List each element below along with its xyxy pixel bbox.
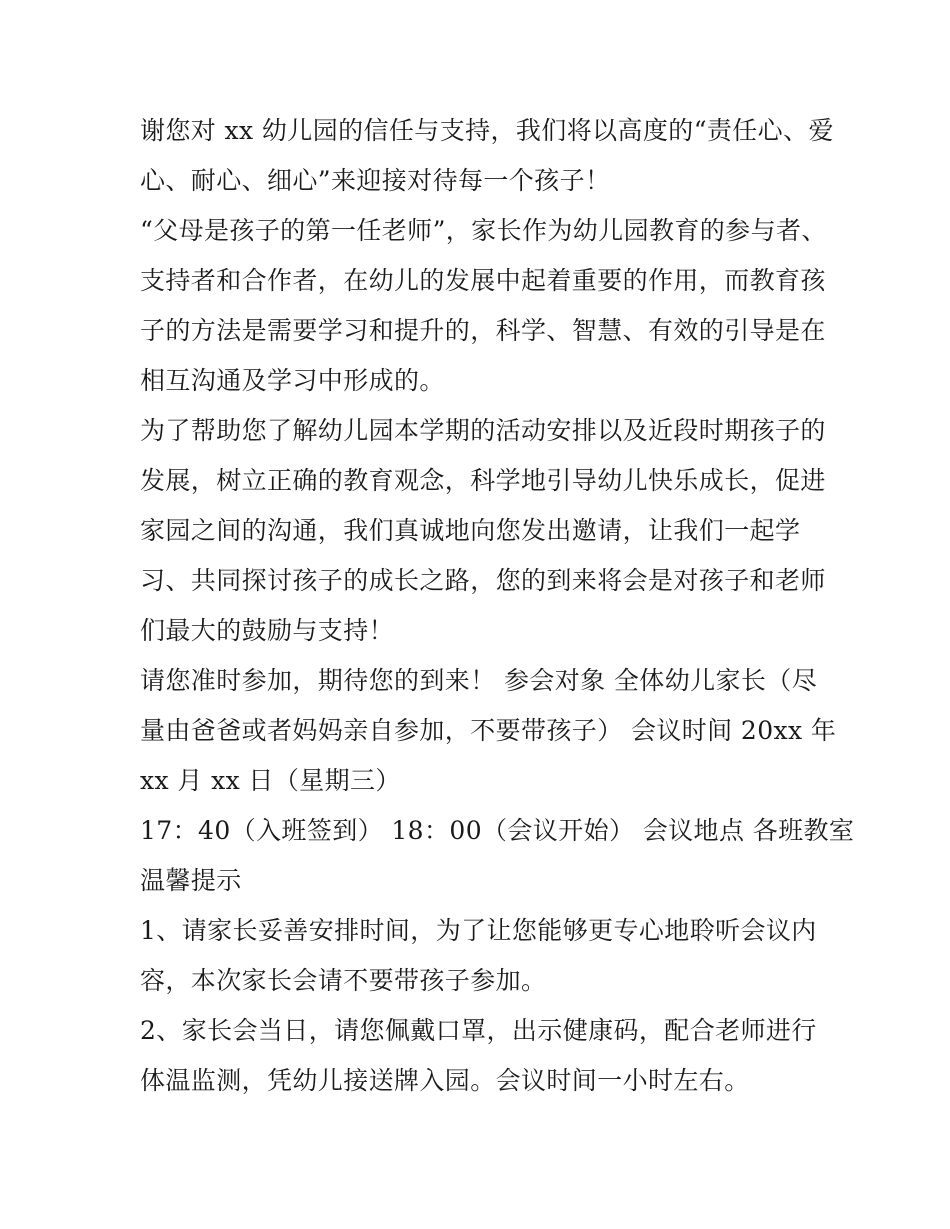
text-line: 谢您对 xx 幼儿园的信任与支持，我们将以高度的“责任心、爱 [140, 116, 834, 145]
text-line: 相互沟通及学习中形成的。 [140, 366, 445, 395]
text-line: 量由爸爸或者妈妈亲自参加，不要带孩子） 会议时间 20xx 年 [140, 716, 837, 745]
text-line: 1、请家长妥善安排时间，为了让您能够更专心地聆听会议内 [140, 916, 817, 945]
text-line: 习、共同探讨孩子的成长之路，您的到来将会是对孩子和老师 [140, 566, 826, 595]
text-line: 体温监测，凭幼儿接送牌入园。会议时间一小时左右。 [140, 1066, 750, 1095]
text-line: 支持者和合作者，在幼儿的发展中起着重要的作用，而教育孩 [140, 266, 826, 295]
text-line: 家园之间的沟通，我们真诚地向您发出邀请，让我们一起学 [140, 516, 801, 545]
text-line: 心、耐心、细心”来迎接对待每一个孩子！ [140, 166, 611, 195]
text-line: xx 月 xx 日（星期三） [140, 766, 401, 795]
section-heading: 温馨提示 [140, 866, 242, 895]
text-line: 发展，树立正确的教育观念，科学地引导幼儿快乐成长，促进 [140, 466, 826, 495]
text-line: 17：40（入班签到） 18：00（会议开始） 会议地点 各班教室 [140, 816, 855, 845]
text-line: 2、家长会当日，请您佩戴口罩，出示健康码，配合老师进行 [140, 1016, 817, 1045]
text-line: 为了帮助您了解幼儿园本学期的活动安排以及近段时期孩子的 [140, 416, 826, 445]
document-body [140, 106, 855, 1106]
text-line: 请您准时参加，期待您的到来！ 参会对象 全体幼儿家长（尽 [140, 666, 818, 695]
text-line: 子的方法是需要学习和提升的，科学、智慧、有效的引导是在 [140, 316, 826, 345]
text-line: 容，本次家长会请不要带孩子参加。 [140, 966, 547, 995]
text-line: “父母是孩子的第一任老师”，家长作为幼儿园教育的参与者、 [140, 216, 827, 245]
text-line: 们最大的鼓励与支持！ [140, 616, 395, 645]
